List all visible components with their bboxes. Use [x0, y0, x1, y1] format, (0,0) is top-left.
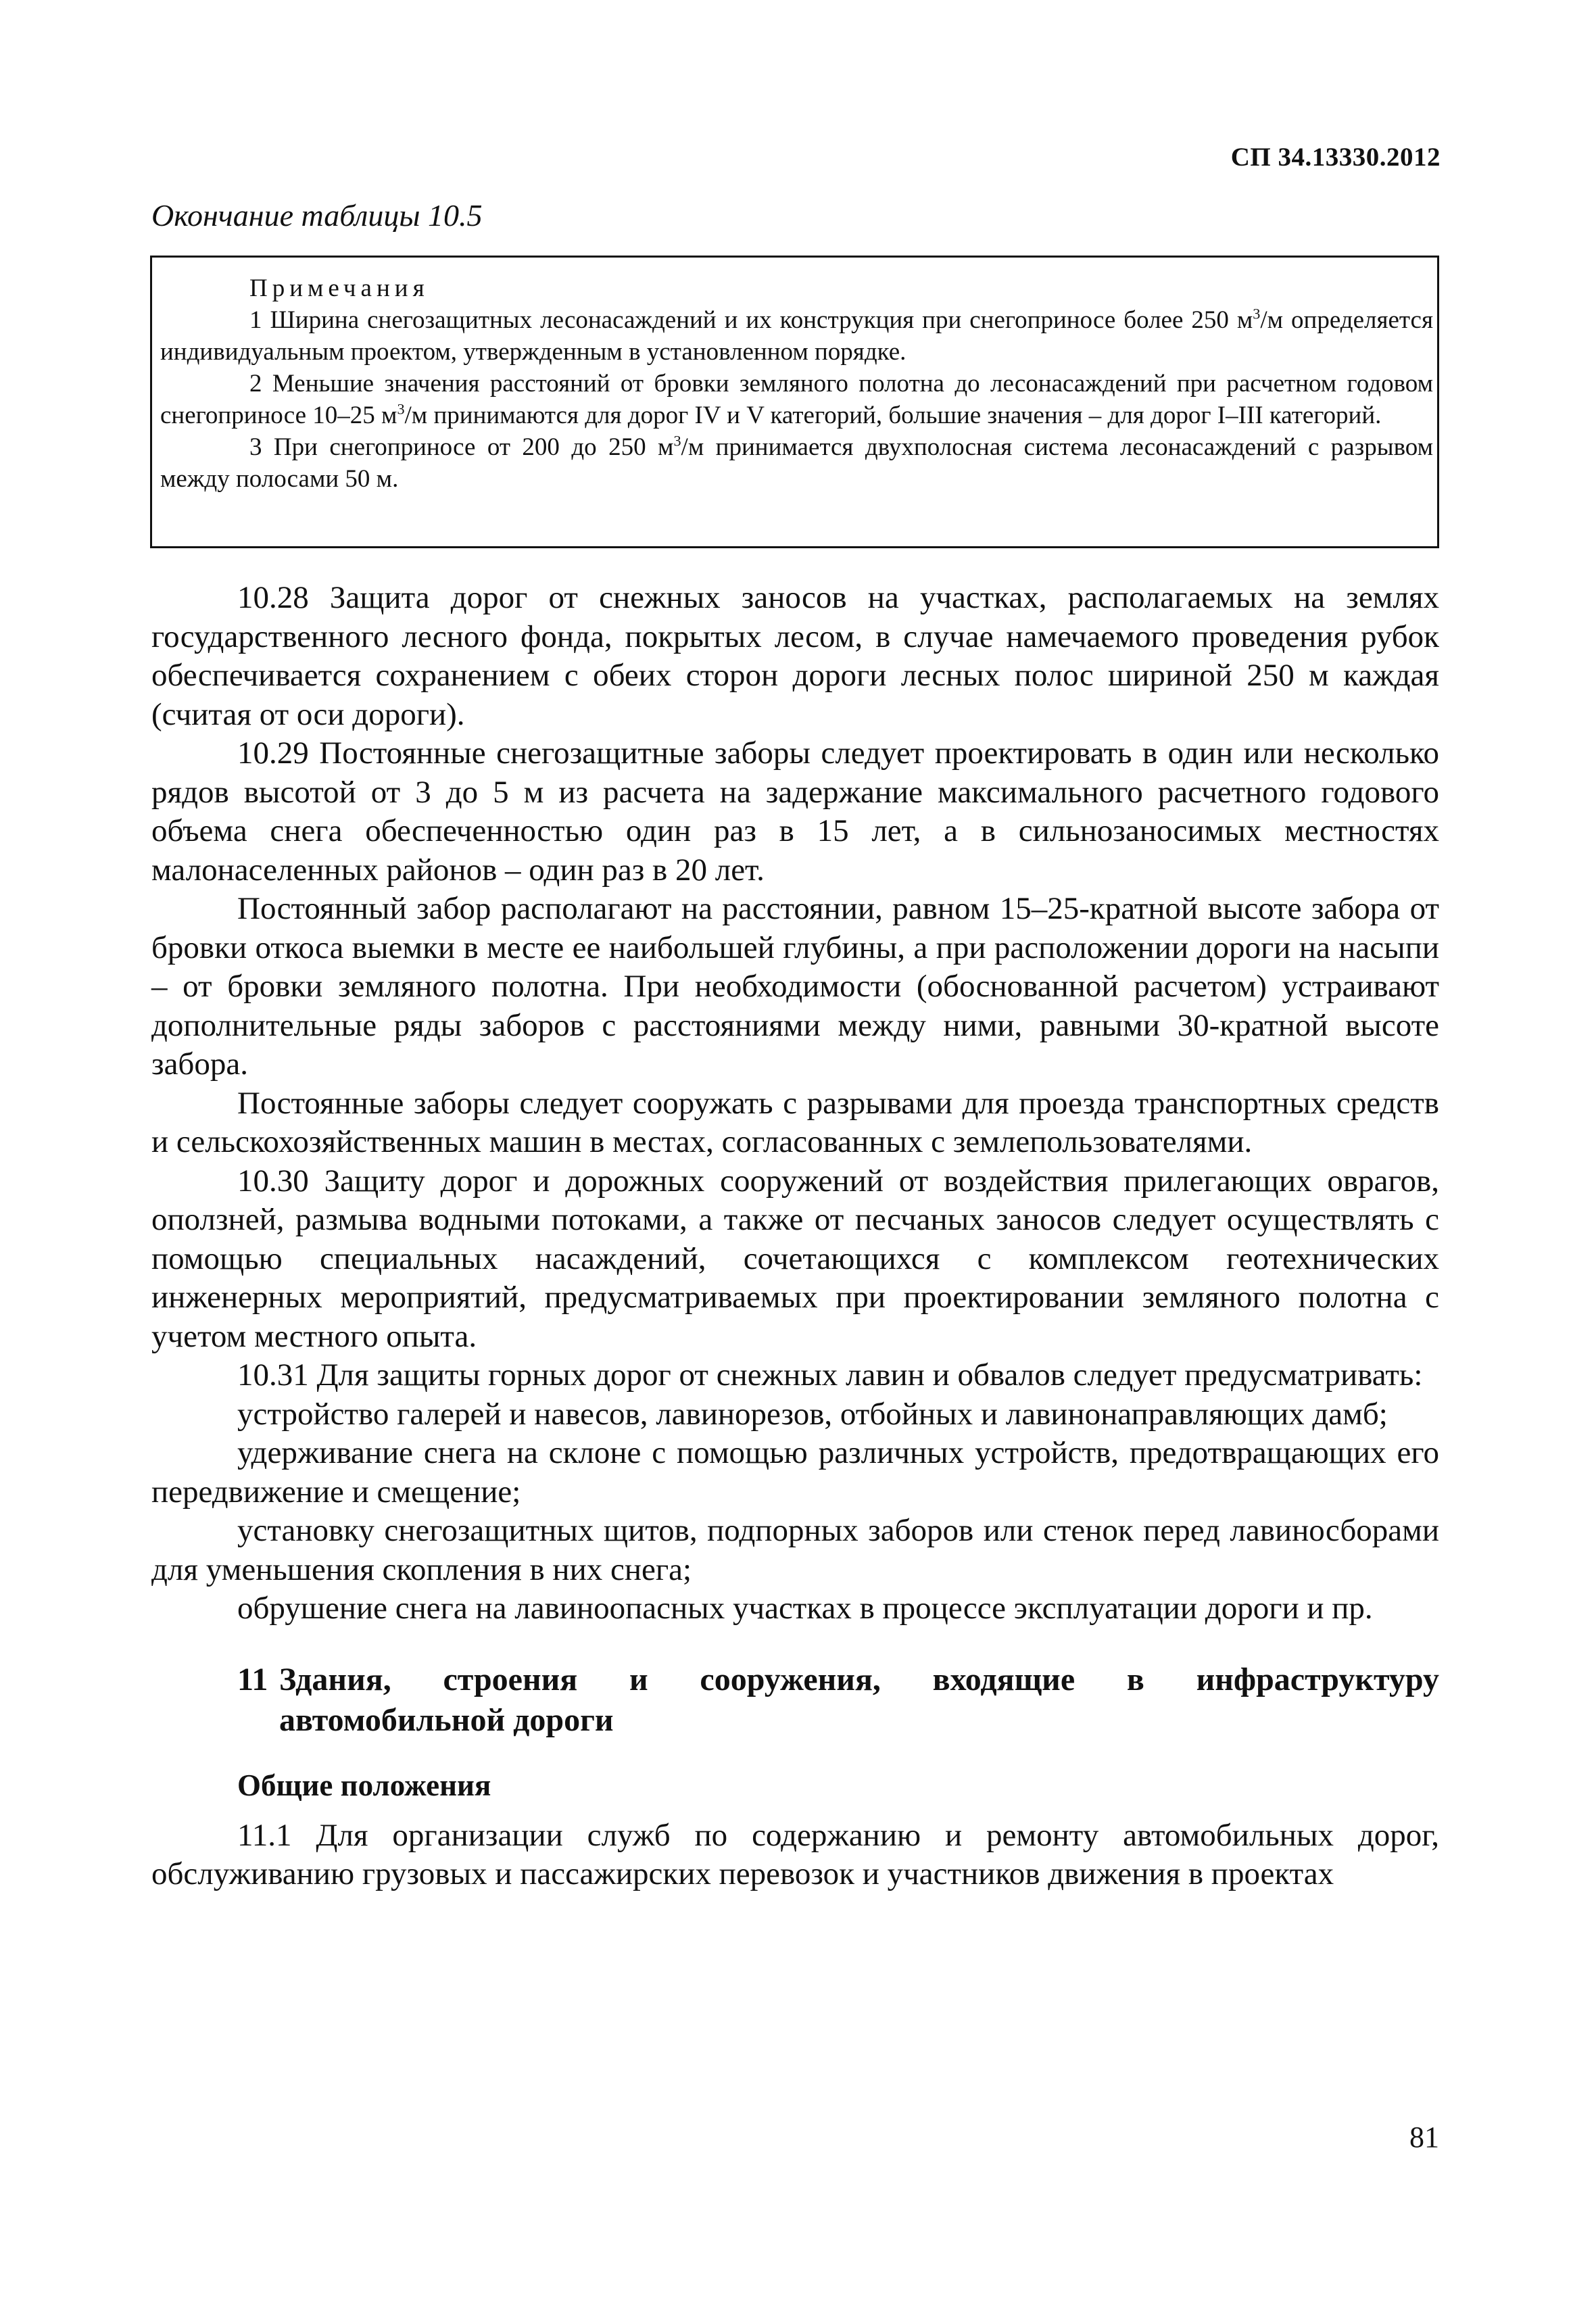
section-title-line-1: Здания, строения и сооружения, входящие в инфраструктуру [279, 1661, 1439, 1697]
list-item-galleries: устройство галерей и навесов, лавинорезов, отбойных и лавинонаправляющих дамб; [237, 1396, 1388, 1432]
paragraph-10-31: 10.31 Для защиты горных дорог от снежных лавин и обвалов следует предусматривать: [237, 1357, 1423, 1393]
document-code: СП 34.13330.2012 [1230, 143, 1441, 172]
paragraph-10-30: 10.30 Защиту дорог и дорожных сооружений от воздействия прилегающих оврагов, оползней, размыва водными потоками, а также от песчаных заносов следует осуществлять с помощью специальных насаждений, сочетающихся с комплексом геотехнических инженерных мероприятий, предусматриваемых при проектировании земляного полотна с учетом местного опыта. [151, 1163, 1439, 1354]
paragraph-10-28: 10.28 Защита дорог от снежных заносов на участках, располагаемых на землях государственного лесного фонда, покрытых лесом, в случае намечаемого проведения рубок обеспечивается сохранением с обеих сторон дороги лесных полос шириной 250 м каждая (считая от оси дороги). [151, 580, 1439, 732]
paragraph-fence-gaps: Постоянные заборы следует сооружать с разрывами для проезда транспортных средств и сельскохозяйственных машин в местах, согласованных с землепользователями. [151, 1085, 1439, 1159]
list-item-snow-holding: удерживание снега на склоне с помощью различных устройств, предотвращающих его передвижение и смещение; [151, 1435, 1439, 1510]
note-1: 1 Ширина снегозащитных лесонасаждений и их конструкция при снегоприносе более 250 $м^3/м$ определяется индивидуальным проектом, утвержденным в установленном порядке. [160, 305, 1433, 366]
notes-table [150, 256, 1439, 548]
paragraph-10-29: 10.29 Постоянные снегозащитные заборы следует проектировать в один или несколько рядов высотой от 3 до 5 м из расчета на задержание максимального расчетного годового объема снега обеспеченностью один раз в 15 лет, а в сильнозаносимых местностях малонаселенных районов – один раз в 20 лет. [151, 735, 1439, 888]
section-title-line-2: автомобильной дороги [279, 1702, 614, 1738]
body-text [151, 579, 1439, 1894]
list-item-shields: установку снегозащитных щитов, подпорных заборов или стенок перед лавиносборами для уменьшения скопления в них снега; [151, 1513, 1439, 1587]
table-caption: Окончание таблицы 10.5 [151, 198, 483, 233]
list-item-snow-collapse: обрушение снега на лавиноопасных участках в процессе эксплуатации дороги и пр. [237, 1591, 1373, 1626]
page-number: 81 [1409, 2121, 1439, 2154]
section-heading [151, 1660, 1439, 1741]
section-number: 11 [237, 1661, 268, 1697]
subheading: Общие положения [237, 1768, 491, 1802]
note-3: 3 При снегоприносе от 200 до 250 $м^3/м$ принимается двухполосная система лесонасаждений с разрывом между полосами 50 м. [160, 432, 1433, 493]
paragraph-11-1: 11.1 Для организации служб по содержанию и ремонту автомобильных дорог, обслуживанию грузовых и пассажирских перевозок и участников движения в проектах [151, 1817, 1439, 1891]
note-2: 2 Меньшие значения расстояний от бровки земляного полотна до лесонасаждений при расчетном годовом снегоприносе 10–25 $м^3/м$ принимаются для дорог IV и V категорий, большие значения – для дорог I–III категорий. [160, 370, 1433, 429]
notes-title: Примечания [249, 274, 429, 302]
paragraph-fence-distance: Постоянный забор располагают на расстоянии, равном 15–25-кратной высоте забора от бровки откоса выемки в месте ее наибольшей глубины, а при расположении дороги на насыпи – от бровки земляного полотна. При необходимости (обоснованной расчетом) устраивают дополнительные ряды заборов с расстояниями между ними, равными 30-кратной высоте забора. [151, 891, 1439, 1082]
